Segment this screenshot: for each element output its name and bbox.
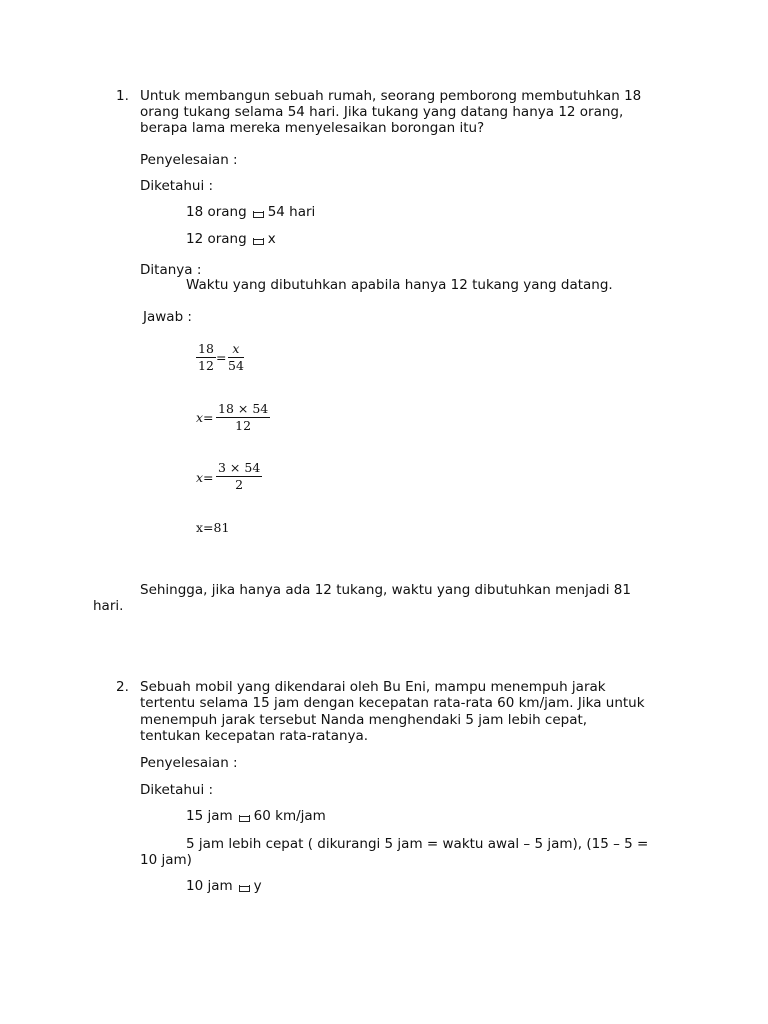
problem-1-ditanya-text: Waktu yang dibutuhkan apabila hanya 12 tukang yang datang. [186,277,613,293]
proportion-arrow-icon [239,885,250,892]
problem-1-question-line-3: berapa lama mereka menyelesaikan borongan itu? [140,120,485,136]
eq4-result: x=81 [196,520,230,535]
problem-2-question-line-1: Sebuah mobil yang dikendarai oleh Bu Eni, mampu menempuh jarak [140,679,606,695]
known-1-left: 18 orang [186,204,247,220]
problem-2-number: 2. [116,679,129,695]
eq1-right-denominator: 54 [228,358,244,373]
eq2-denominator: 12 [235,418,252,433]
problem-2-known-2 [186,878,262,895]
known-1-right: 60 km/jam [253,808,326,824]
problem-1-question-line-2: orang tukang selama 54 hari. Jika tukang yang datang hanya 12 orang, [140,104,624,120]
problem-1-question-line-1: Untuk membangun sebuah rumah, seorang pemborong membutuhkan 18 [140,88,642,104]
known-2-left: 12 orang [186,231,247,247]
problem-1-conclusion-line-2: hari. [93,598,124,614]
eq3-numerator: 3 × 54 [218,460,261,475]
problem-2-question-line-4: tentukan kecepatan rata-ratanya. [140,728,369,744]
problem-1-ditanya: Ditanya : [140,262,202,278]
eq2-numerator: 18 × 54 [218,401,269,416]
eq1-right-numerator: x [228,342,244,358]
known-1-right: 54 hari [267,204,316,220]
known-2-right: x [267,231,276,247]
eq1-left-fraction [196,342,216,373]
problem-2-penyelesaian: Penyelesaian : [140,755,238,771]
problem-1-known-2 [186,231,276,248]
proportion-arrow-icon [253,211,264,218]
problem-2-note-line-2: 10 jam) [140,852,192,868]
known-2-right: y [253,878,262,894]
eq1-equals: = [216,350,227,365]
eq1-left-numerator: 18 [198,341,214,356]
problem-2-diketahui: Diketahui : [140,782,214,798]
problem-1-diketahui: Diketahui : [140,178,214,194]
problem-2-note-line-1: 5 jam lebih cepat ( dikurangi 5 jam = waktu awal – 5 jam), (15 – 5 = [186,836,649,852]
known-1-left: 15 jam [186,808,233,824]
problem-2-question-line-2: tertentu selama 15 jam dengan kecepatan rata-rata 60 km/jam. Jika untuk [140,695,645,711]
problem-2-question-line-3: menempuh jarak tersebut Nanda menghendaki 5 jam lebih cepat, [140,712,588,728]
problem-1-known-1 [186,204,315,221]
eq2-fraction [216,402,270,433]
problem-1-conclusion-line-1: Sehingga, jika hanya ada 12 tukang, waktu yang dibutuhkan menjadi 81 [140,582,631,598]
eq1-right-fraction [228,342,244,373]
problem-1-number: 1. [116,88,129,104]
eq2-lhs: x= [196,410,214,425]
problem-2-known-1 [186,808,326,825]
eq3-lhs: x= [196,470,214,485]
eq3-fraction [216,461,262,492]
proportion-arrow-icon [239,815,250,822]
proportion-arrow-icon [253,238,264,245]
known-2-left: 10 jam [186,878,233,894]
eq1-left-denominator: 12 [198,358,214,373]
problem-1-jawab: Jawab : [143,309,192,325]
eq3-denominator: 2 [235,477,244,492]
problem-1-penyelesaian: Penyelesaian : [140,152,238,168]
